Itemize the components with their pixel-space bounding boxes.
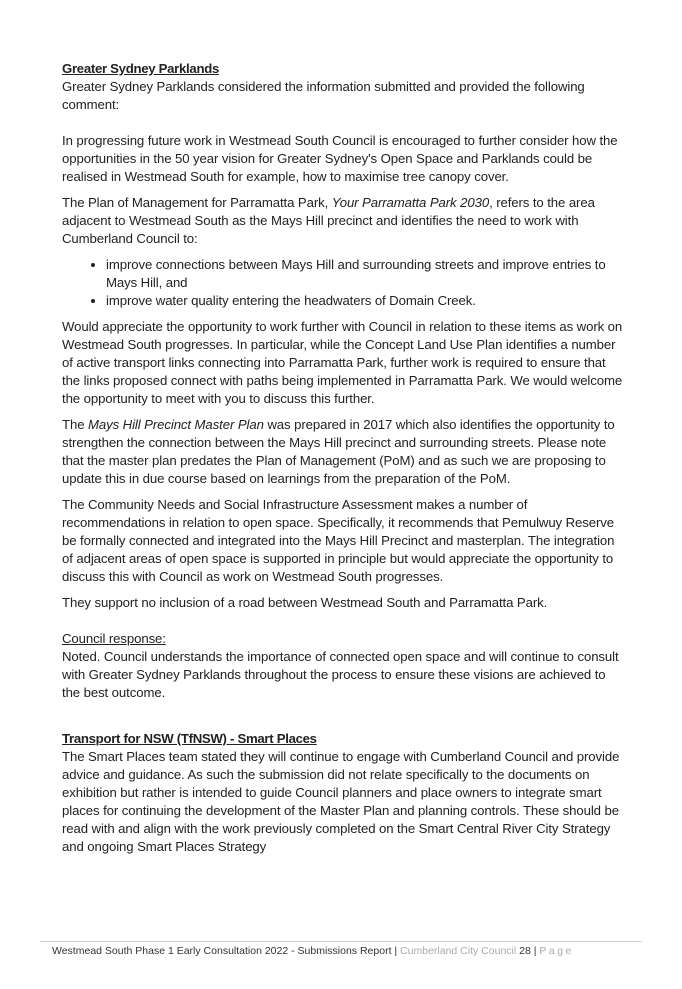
section-heading-parklands: Greater Sydney Parklands <box>62 61 219 76</box>
paragraph-4-text-a: The <box>62 417 88 432</box>
footer-separator-2: | <box>530 945 540 957</box>
list-item: • improve water quality entering the headwaters of Domain Creek. <box>106 292 627 310</box>
footer-council-name: Cumberland City Council <box>400 945 517 957</box>
footer-report-title: Westmead South Phase 1 Early Consultation 2022 - Submissions Report <box>52 945 392 957</box>
bullet-list <box>62 256 627 310</box>
footer-page-number: 28 <box>519 945 531 957</box>
page-content <box>62 60 627 856</box>
paragraph-6: They support no inclusion of a road between Westmead South and Parramatta Park. <box>62 595 548 610</box>
council-response-label: Council response: <box>62 631 166 646</box>
footer-divider <box>40 941 642 942</box>
paragraph-2-text-b: , refers to the area adjacent to Westmead South as the Mays Hill precinct and identifies the need to work with Cumberland Council to: <box>62 195 595 246</box>
footer-page-word: Page <box>539 945 574 957</box>
paragraph-2-text-a: The Plan of Management for Parramatta Park, <box>62 195 332 210</box>
paragraph-1: In progressing future work in Westmead South Council is encouraged to further consider how the opportunities in the 50 year vision for Greater Sydney's Open Space and Parklands could be realised in Westmead South for example, how to maximise tree canopy cover. <box>62 133 618 184</box>
paragraph-4-text-b: was prepared in 2017 which also identifies the opportunity to strengthen the connection between the Mays Hill precinct and surrounding streets. Please note that the master plan predates the Plan of Management (PoM) and as such we are proposing to update this in due course based on learnings from the preparation of the PoM. <box>62 417 615 486</box>
paragraph-4 <box>62 416 627 488</box>
paragraph-tfnsw: The Smart Places team stated they will continue to engage with Cumberland Council and provide advice and guidance. As such the submission did not relate specifically to the documents on exhibition but rather is intended to guide Council planners and place owners to integrate smart places for continuing the development of the Master Plan and planning controls. These should be read with and align with the work previously completed on the Smart Central River City Strategy and ongoing Smart Places Strategy <box>62 749 620 854</box>
list-item: • improve connections between Mays Hill and surrounding streets and improve entries to Mays Hill, and <box>106 256 627 292</box>
section-spacer <box>62 702 627 730</box>
section-heading-tfnsw: Transport for NSW (TfNSW) - Smart Places <box>62 731 317 746</box>
paragraph-2 <box>62 194 627 248</box>
paragraph-5: The Community Needs and Social Infrastructure Assessment makes a number of recommendations in relation to open space. Specifically, it recommends that Pemulwuy Reserve be formally connected and integrated into the Mays Hill Precinct and masterplan. The integration of adjacent areas of open space is supported in principle but would appreciate the opportunity to discuss this with Council as work on Westmead South progresses. <box>62 497 615 584</box>
page-footer <box>52 945 574 957</box>
paragraph-2-italic: Your Parramatta Park 2030 <box>331 195 490 210</box>
paragraph-4-italic: Mays Hill Precinct Master Plan <box>88 417 264 432</box>
footer-separator: | <box>391 945 401 957</box>
council-response-text: Noted. Council understands the importance of connected open space and will continue to consult with Greater Sydney Parklands throughout the process to ensure these visions are achieved to the best outcome. <box>62 649 619 700</box>
paragraph-3: Would appreciate the opportunity to work further with Council in relation to these items as work on Westmead South progresses. In particular, while the Concept Land Use Plan identifies a number of active transport links connecting into Parramatta Park, further work is required to ensure that the links proposed connect with paths being implemented in Parramatta Park. We would welcome the opportunity to meet with you to discuss this further. <box>62 319 623 406</box>
paragraph-intro: Greater Sydney Parklands considered the information submitted and provided the following comment: <box>62 79 585 112</box>
